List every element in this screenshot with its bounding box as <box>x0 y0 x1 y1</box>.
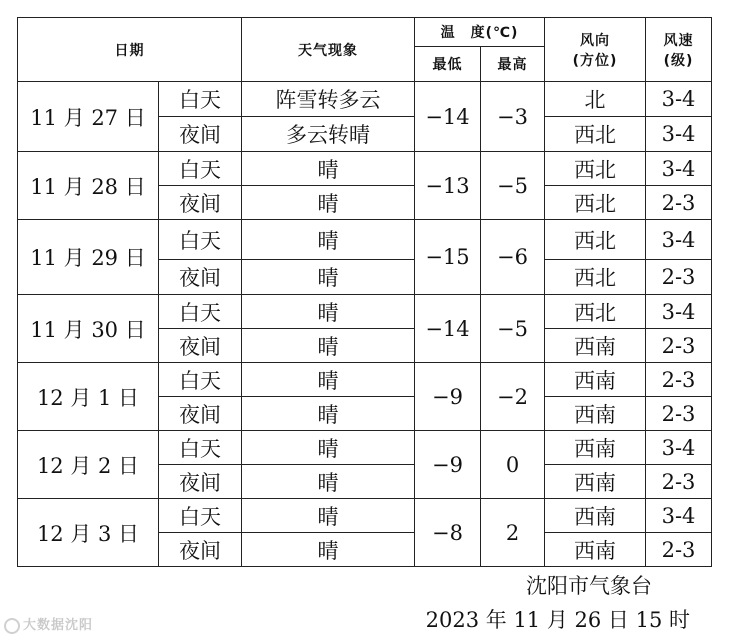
weather-cell: 晴 <box>242 152 415 186</box>
date-cell: 11 月 30 日 <box>18 295 159 363</box>
header-date: 日期 <box>18 18 242 82</box>
period-cell: 夜间 <box>159 465 242 499</box>
header-wind-direction-label: 风向 <box>580 32 610 49</box>
temp-min-cell: −14 <box>415 82 481 152</box>
watermark-text: 大数据沈阳 <box>23 618 94 633</box>
temp-min-cell: −13 <box>415 152 481 220</box>
wind-direction-cell: 西南 <box>545 363 646 397</box>
wind-direction-cell: 西南 <box>545 397 646 431</box>
date-cell: 12 月 3 日 <box>18 499 159 567</box>
weather-cell: 阵雪转多云 <box>242 82 415 117</box>
wind-direction-cell: 西南 <box>545 533 646 567</box>
wind-speed-cell: 3-4 <box>646 431 712 465</box>
date-cell: 12 月 2 日 <box>18 431 159 499</box>
wind-direction-cell: 西北 <box>545 260 646 295</box>
period-cell: 白天 <box>159 295 242 329</box>
wind-direction-cell: 西北 <box>545 117 646 152</box>
header-weather: 天气现象 <box>242 18 415 82</box>
watermark <box>4 614 93 634</box>
weather-cell: 晴 <box>242 431 415 465</box>
temp-min-cell: −14 <box>415 295 481 363</box>
wind-speed-cell: 3-4 <box>646 499 712 533</box>
temp-min-cell: −9 <box>415 363 481 431</box>
temp-max-cell: 2 <box>481 499 545 567</box>
wind-speed-cell: 3-4 <box>646 295 712 329</box>
wind-speed-cell: 2-3 <box>646 397 712 431</box>
date-cell: 11 月 29 日 <box>18 220 159 295</box>
temp-min-cell: −9 <box>415 431 481 499</box>
wind-speed-cell: 3-4 <box>646 117 712 152</box>
temp-max-cell: −5 <box>481 152 545 220</box>
table-row-day <box>18 152 712 186</box>
temp-max-cell: −2 <box>481 363 545 431</box>
temp-max-cell: −5 <box>481 295 545 363</box>
date-cell: 11 月 28 日 <box>18 152 159 220</box>
period-cell: 白天 <box>159 152 242 186</box>
wind-speed-cell: 3-4 <box>646 152 712 186</box>
wind-speed-cell: 2-3 <box>646 186 712 220</box>
forecast-body <box>18 82 712 567</box>
table-row-day <box>18 363 712 397</box>
header-wind-speed-label: 风速 <box>663 32 694 49</box>
weather-cell: 晴 <box>242 260 415 295</box>
wind-speed-cell: 2-3 <box>646 260 712 295</box>
header-wind-direction-unit: (方位) <box>572 52 618 69</box>
header-wind-speed-unit: (级) <box>663 52 694 69</box>
period-cell: 夜间 <box>159 117 242 152</box>
weather-cell: 晴 <box>242 533 415 567</box>
weather-cell: 晴 <box>242 220 415 260</box>
table-row-day <box>18 220 712 260</box>
wind-speed-cell: 2-3 <box>646 329 712 363</box>
issue-time: 2023 年 11 月 26 日 15 时 <box>425 608 690 632</box>
period-cell: 白天 <box>159 220 242 260</box>
wind-direction-cell: 北 <box>545 82 646 117</box>
wind-speed-cell: 3-4 <box>646 220 712 260</box>
table-row-day <box>18 82 712 117</box>
weather-cell: 晴 <box>242 397 415 431</box>
period-cell: 夜间 <box>159 260 242 295</box>
header-wind-direction <box>545 18 646 82</box>
period-cell: 夜间 <box>159 186 242 220</box>
temp-max-cell: −3 <box>481 82 545 152</box>
wind-speed-cell: 2-3 <box>646 533 712 567</box>
temp-max-cell: 0 <box>481 431 545 499</box>
weather-cell: 晴 <box>242 363 415 397</box>
weather-cell: 晴 <box>242 499 415 533</box>
period-cell: 夜间 <box>159 397 242 431</box>
header-temperature: 温 度(℃) <box>415 18 545 47</box>
header-temp-max: 最高 <box>481 47 545 82</box>
weather-cell: 晴 <box>242 465 415 499</box>
wind-speed-cell: 2-3 <box>646 465 712 499</box>
weather-cell: 多云转晴 <box>242 117 415 152</box>
weather-cell: 晴 <box>242 329 415 363</box>
period-cell: 白天 <box>159 499 242 533</box>
wind-direction-cell: 西北 <box>545 220 646 260</box>
wind-direction-cell: 西北 <box>545 295 646 329</box>
period-cell: 白天 <box>159 431 242 465</box>
wind-direction-cell: 西南 <box>545 431 646 465</box>
date-cell: 12 月 1 日 <box>18 363 159 431</box>
table-row-day <box>18 431 712 465</box>
app-logo-icon <box>4 618 20 634</box>
wind-direction-cell: 西北 <box>545 186 646 220</box>
temp-max-cell: −6 <box>481 220 545 295</box>
wind-speed-cell: 3-4 <box>646 82 712 117</box>
weather-cell: 晴 <box>242 186 415 220</box>
wind-direction-cell: 西南 <box>545 465 646 499</box>
table-row-day <box>18 499 712 533</box>
header-wind-speed <box>646 18 712 82</box>
header-temp-min: 最低 <box>415 47 481 82</box>
wind-direction-cell: 西南 <box>545 499 646 533</box>
weather-cell: 晴 <box>242 295 415 329</box>
temp-min-cell: −15 <box>415 220 481 295</box>
period-cell: 白天 <box>159 363 242 397</box>
period-cell: 夜间 <box>159 533 242 567</box>
issuing-agency: 沈阳市气象台 <box>526 574 652 598</box>
date-cell: 11 月 27 日 <box>18 82 159 152</box>
temp-min-cell: −8 <box>415 499 481 567</box>
period-cell: 白天 <box>159 82 242 117</box>
wind-direction-cell: 西南 <box>545 329 646 363</box>
wind-direction-cell: 西北 <box>545 152 646 186</box>
table-row-day <box>18 295 712 329</box>
period-cell: 夜间 <box>159 329 242 363</box>
forecast-table <box>17 17 712 567</box>
wind-speed-cell: 2-3 <box>646 363 712 397</box>
